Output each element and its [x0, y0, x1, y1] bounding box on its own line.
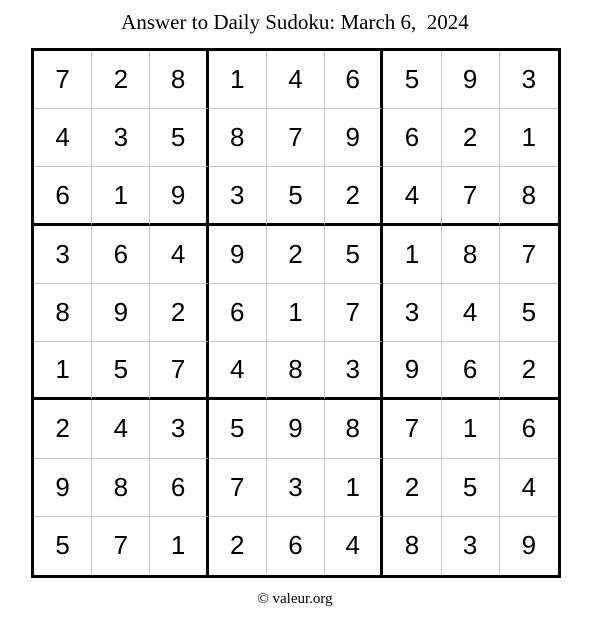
- sudoku-cell-r6c2: 5: [92, 342, 150, 400]
- sudoku-cell-r7c1: 2: [34, 400, 92, 458]
- sudoku-cell-r7c4: 5: [209, 400, 267, 458]
- sudoku-grid: [31, 48, 561, 578]
- sudoku-cell-r9c2: 7: [92, 517, 150, 575]
- sudoku-cell-r2c1: 4: [34, 109, 92, 167]
- sudoku-cell-r5c9: 5: [500, 284, 558, 342]
- sudoku-cell-r3c1: 6: [34, 167, 92, 225]
- sudoku-cell-r7c3: 3: [150, 400, 208, 458]
- sudoku-cell-r6c1: 1: [34, 342, 92, 400]
- sudoku-cell-r1c2: 2: [92, 51, 150, 109]
- sudoku-cell-r2c8: 2: [442, 109, 500, 167]
- sudoku-cell-r8c7: 2: [383, 459, 441, 517]
- sudoku-cell-r8c4: 7: [209, 459, 267, 517]
- sudoku-cell-r2c9: 1: [500, 109, 558, 167]
- sudoku-cell-r7c6: 8: [325, 400, 383, 458]
- sudoku-cell-r3c7: 4: [383, 167, 441, 225]
- sudoku-cell-r2c2: 3: [92, 109, 150, 167]
- sudoku-cell-r6c5: 8: [267, 342, 325, 400]
- sudoku-cell-r7c2: 4: [92, 400, 150, 458]
- sudoku-cell-r8c3: 6: [150, 459, 208, 517]
- sudoku-cell-r2c5: 7: [267, 109, 325, 167]
- sudoku-cell-r6c6: 3: [325, 342, 383, 400]
- sudoku-cell-r9c6: 4: [325, 517, 383, 575]
- sudoku-cell-r6c7: 9: [383, 342, 441, 400]
- sudoku-cell-r1c3: 8: [150, 51, 208, 109]
- sudoku-cell-r1c8: 9: [442, 51, 500, 109]
- sudoku-cell-r9c1: 5: [34, 517, 92, 575]
- sudoku-cell-r6c9: 2: [500, 342, 558, 400]
- sudoku-cell-r4c4: 9: [209, 226, 267, 284]
- sudoku-cell-r8c2: 8: [92, 459, 150, 517]
- sudoku-cell-r3c9: 8: [500, 167, 558, 225]
- sudoku-cell-r1c7: 5: [383, 51, 441, 109]
- sudoku-cell-r8c5: 3: [267, 459, 325, 517]
- sudoku-cell-r8c8: 5: [442, 459, 500, 517]
- sudoku-cell-r4c6: 5: [325, 226, 383, 284]
- sudoku-cell-r2c6: 9: [325, 109, 383, 167]
- sudoku-cell-r1c9: 3: [500, 51, 558, 109]
- sudoku-cell-r2c7: 6: [383, 109, 441, 167]
- sudoku-cell-r9c3: 1: [150, 517, 208, 575]
- sudoku-cell-r6c8: 6: [442, 342, 500, 400]
- sudoku-cell-r4c8: 8: [442, 226, 500, 284]
- sudoku-cell-r4c7: 1: [383, 226, 441, 284]
- copyright-footer: © valeur.org: [257, 591, 333, 607]
- sudoku-cell-r9c5: 6: [267, 517, 325, 575]
- sudoku-cell-r9c7: 8: [383, 517, 441, 575]
- sudoku-cell-r9c4: 2: [209, 517, 267, 575]
- sudoku-cell-r9c8: 3: [442, 517, 500, 575]
- sudoku-cell-r5c7: 3: [383, 284, 441, 342]
- sudoku-cell-r3c3: 9: [150, 167, 208, 225]
- sudoku-cell-r5c2: 9: [92, 284, 150, 342]
- sudoku-cell-r5c4: 6: [209, 284, 267, 342]
- sudoku-cell-r5c5: 1: [267, 284, 325, 342]
- sudoku-cell-r8c1: 9: [34, 459, 92, 517]
- sudoku-cell-r3c6: 2: [325, 167, 383, 225]
- sudoku-cell-r3c5: 5: [267, 167, 325, 225]
- sudoku-cell-r4c1: 3: [34, 226, 92, 284]
- sudoku-cell-r9c9: 9: [521, 530, 537, 561]
- sudoku-cell-r5c6: 7: [325, 284, 383, 342]
- sudoku-cell-r8c6: 1: [325, 459, 383, 517]
- sudoku-cell-r2c3: 5: [150, 109, 208, 167]
- sudoku-cell-r5c8: 4: [442, 284, 500, 342]
- sudoku-cell-r6c3: 7: [150, 342, 208, 400]
- sudoku-cell-r4c2: 6: [92, 226, 150, 284]
- sudoku-cell-r8c9: 4: [500, 459, 558, 517]
- sudoku-cell-r7c9: 6: [500, 400, 558, 458]
- sudoku-cell-r4c9: 7: [500, 226, 558, 284]
- sudoku-cell-r7c7: 7: [383, 400, 441, 458]
- sudoku-cell-r4c5: 2: [267, 226, 325, 284]
- sudoku-cell-r3c4: 3: [209, 167, 267, 225]
- sudoku-cell-r2c4: 8: [209, 109, 267, 167]
- sudoku-cell-r1c1: 7: [34, 51, 92, 109]
- sudoku-cell-r7c8: 1: [442, 400, 500, 458]
- sudoku-cell-r7c5: 9: [267, 400, 325, 458]
- sudoku-cell-r3c2: 1: [92, 167, 150, 225]
- sudoku-cell-r1c5: 4: [267, 51, 325, 109]
- sudoku-cell-r5c1: 8: [34, 284, 92, 342]
- page-title: Answer to Daily Sudoku: March 6, 2024: [121, 10, 469, 34]
- sudoku-cell-r5c3: 2: [150, 284, 208, 342]
- sudoku-cell-r1c6: 6: [325, 51, 383, 109]
- sudoku-cell-r6c4: 4: [209, 342, 267, 400]
- sudoku-cell-r3c8: 7: [442, 167, 500, 225]
- sudoku-cell-r4c3: 4: [150, 226, 208, 284]
- sudoku-cell-r1c4: 1: [209, 51, 267, 109]
